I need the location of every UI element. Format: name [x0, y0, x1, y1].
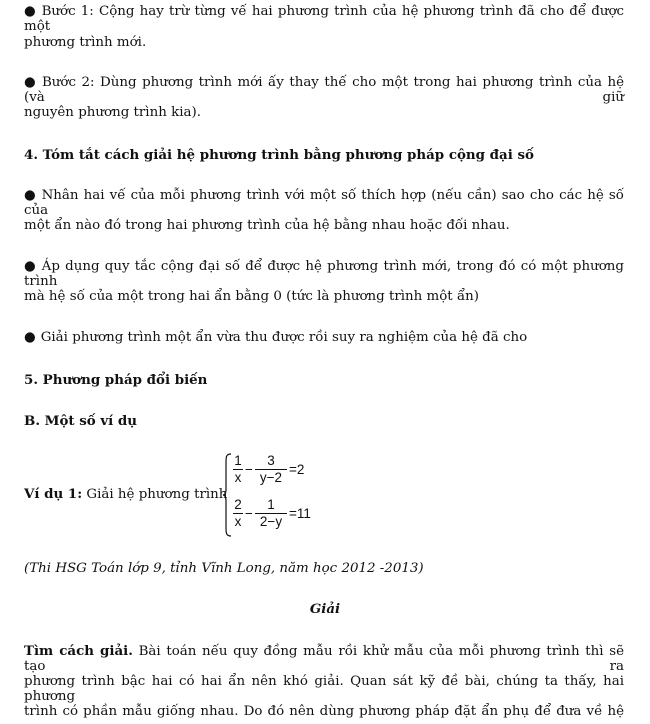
bullet: ● [24, 330, 36, 345]
eq2-fraction-2: 1 2−y [254, 497, 288, 530]
step2-line1: ● Bước 2: Dùng phương trình mới ấy thay thế cho một trong hai phương trình của hệ (và giữ [24, 75, 624, 105]
bullet: ● [24, 4, 37, 19]
summary-bullet1-line2: một ẩn nào đó trong hai phương trình của hệ bằng nhau hoặc đối nhau. [24, 218, 510, 233]
example-1 [24, 453, 624, 537]
bullet: ● [24, 188, 37, 203]
eq2-rhs: =11 [289, 506, 311, 521]
bullet: ● [24, 259, 37, 274]
eq1-rhs: =2 [289, 462, 305, 477]
approach-line3: trình có phần mẫu giống nhau. Do đó nên dùng phương pháp đặt ẩn phụ để đưa về hệ [24, 704, 624, 719]
step1-line1: ● Bước 1: Cộng hay trừ từng vế hai phương trình của hệ phương trình đã cho để được một [24, 4, 625, 34]
summary-bullet1-line1: ● Nhân hai vế của mỗi phương trình với một số thích hợp (nếu cần) sao cho các hệ số của [24, 188, 624, 218]
summary-bullet2-line1: ● Áp dụng quy tắc cộng đại số để được hệ phương trình mới, trong đó có một phương trình [24, 259, 624, 289]
step1-line2: phương trình mới. [24, 35, 147, 50]
eq2-minus: − [245, 506, 253, 521]
left-brace-icon [222, 453, 232, 537]
eq1-minus: − [245, 462, 253, 477]
section-heading-5: 5. Phương pháp đổi biến [24, 372, 208, 388]
summary-bullet3: ● Giải phương trình một ẩn vừa thu được rồi suy ra nghiệm của hệ đã cho [24, 330, 528, 345]
example-label: Ví dụ 1: Giải hệ phương trình [24, 486, 228, 502]
eq1-fraction-2: 3 y−2 [254, 453, 288, 486]
summary-bullet2-line2: mà hệ số của một trong hai ẩn bằng 0 (tức là phương trình một ẩn) [24, 289, 480, 304]
section-heading-4: 4. Tóm tắt cách giải hệ phương trình bằng phương pháp cộng đại số [24, 147, 534, 163]
equation-system [220, 453, 340, 537]
source-citation: (Thi HSG Toán lớp 9, tỉnh Vĩnh Long, năm học 2012 -2013) [24, 561, 424, 576]
bullet: ● [24, 75, 37, 90]
section-heading-b: B. Một số ví dụ [24, 413, 138, 429]
approach-line1: Tìm cách giải. Bài toán nếu quy đồng mẫu rồi khử mẫu của mỗi phương trình thì sẽ tạo ra [24, 643, 625, 674]
solution-heading: Giải [309, 601, 341, 617]
step2-line2: nguyên phương trình kia). [24, 105, 201, 120]
approach-line2: phương trình bậc hai có hai ẩn nên khó giải. Quan sát kỹ đề bài, chúng ta thấy, hai phương [24, 674, 624, 704]
eq1-fraction-1: 1 x [234, 453, 242, 485]
eq2-fraction-1: 2 x [234, 497, 242, 529]
